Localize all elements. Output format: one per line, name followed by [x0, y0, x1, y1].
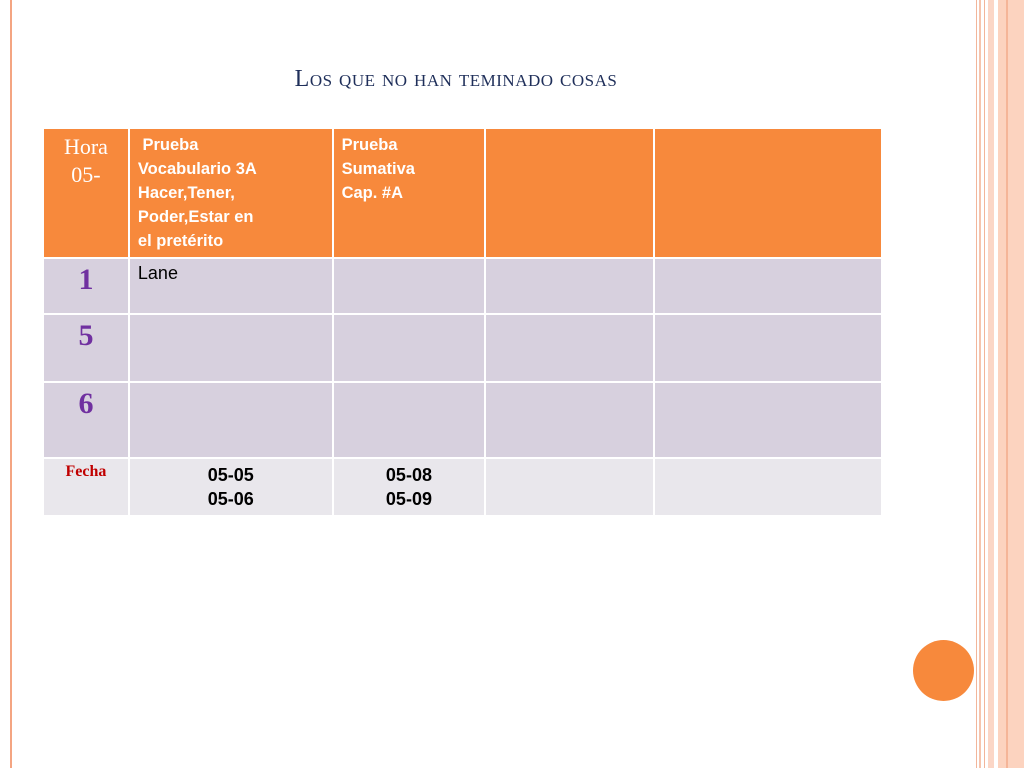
- header-text-line: Prueba: [137, 136, 199, 154]
- header-hour-label: Hora: [63, 134, 108, 159]
- row-hour-number: 1: [43, 258, 129, 314]
- header-hour-date: 05-: [71, 162, 101, 187]
- pending-work-table: [42, 127, 883, 517]
- header-text-line: Hacer,Tener,: [137, 184, 235, 202]
- table-cell: [129, 382, 333, 458]
- left-decorative-line: [10, 0, 12, 768]
- table-header-row: [43, 128, 882, 258]
- header-empty-cell: [485, 128, 653, 258]
- decorative-orange-circle: [913, 640, 974, 701]
- fecha-dates-cell: [333, 458, 486, 516]
- date-value: 05-08: [385, 465, 432, 485]
- table-cell: [654, 458, 882, 516]
- table-cell: [333, 382, 486, 458]
- table-cell: [485, 314, 653, 382]
- table-cell: [654, 382, 882, 458]
- fecha-label: Fecha: [43, 458, 129, 516]
- header-prueba-sumativa-cell: [333, 128, 486, 258]
- table-cell: [654, 258, 882, 314]
- header-text-line: Sumativa: [341, 160, 415, 178]
- right-decorative-stripes: [976, 0, 1024, 768]
- date-value: 05-09: [385, 489, 432, 509]
- table-cell: [333, 258, 486, 314]
- table-cell: [129, 314, 333, 382]
- header-text-line: Vocabulario 3A: [137, 160, 257, 178]
- table-cell: [485, 458, 653, 516]
- header-text-line: Poder,Estar en: [137, 208, 254, 226]
- table-cell: Lane: [129, 258, 333, 314]
- fecha-dates-cell: [129, 458, 333, 516]
- date-value: 05-05: [207, 465, 254, 485]
- header-empty-cell: [654, 128, 882, 258]
- header-prueba-vocabulario-cell: [129, 128, 333, 258]
- table-footer-row: [43, 458, 882, 516]
- table-row: [43, 314, 882, 382]
- table-cell: [654, 314, 882, 382]
- slide-title: Los que no han teminado cosas: [294, 66, 618, 92]
- table-cell: [485, 382, 653, 458]
- header-text-line: Prueba: [341, 136, 398, 154]
- date-value: 05-06: [207, 489, 254, 509]
- header-text-line: Cap. #A: [341, 184, 403, 202]
- table-cell: [333, 314, 486, 382]
- row-hour-number: 6: [43, 382, 129, 458]
- row-hour-number: 5: [43, 314, 129, 382]
- table-row: [43, 382, 882, 458]
- table-cell: [485, 258, 653, 314]
- table-row: [43, 258, 882, 314]
- header-text-line: el pretérito: [137, 232, 224, 250]
- header-hour-cell: [43, 128, 129, 258]
